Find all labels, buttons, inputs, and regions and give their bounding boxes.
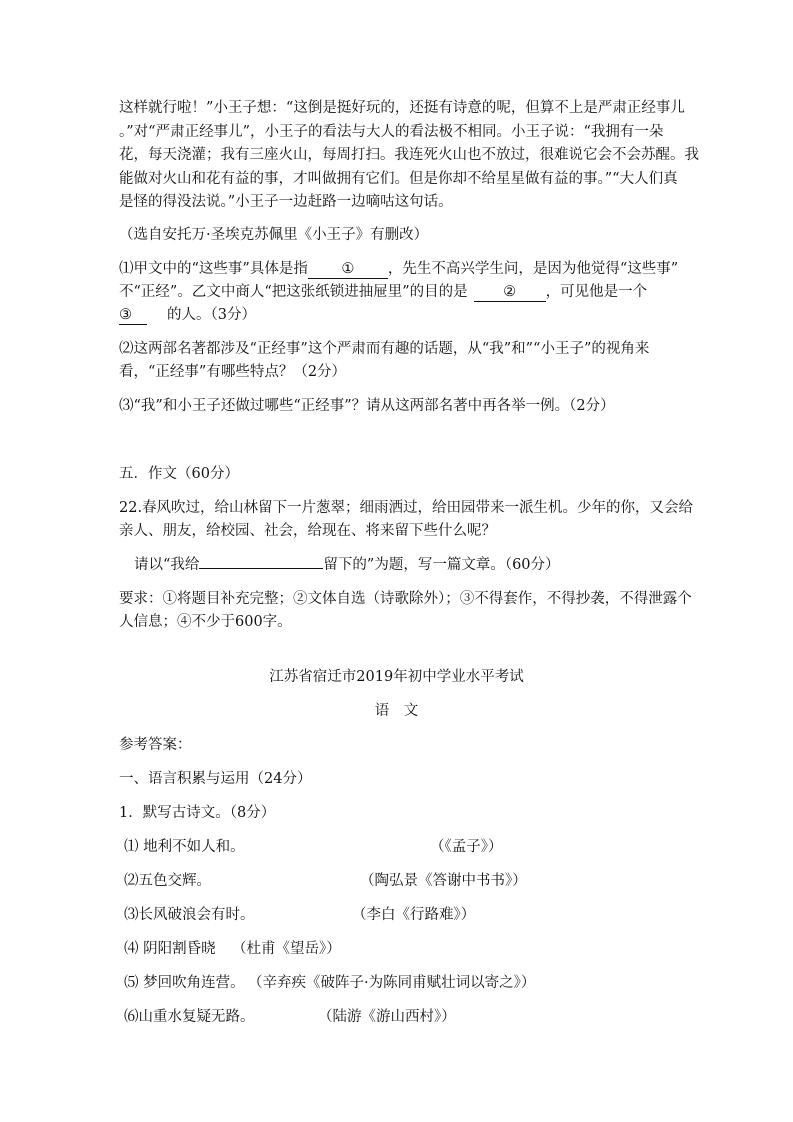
question-1-line-1 <box>119 257 679 281</box>
q1-text-e: 的人。（3分） <box>167 307 256 323</box>
question-1-line-3 <box>119 303 679 327</box>
question-1-line-2 <box>119 280 679 304</box>
composition-heading: 五．作文（60分） <box>119 466 239 482</box>
passage-line-1: 这样就行啦！”小王子想：“这倒是挺好玩的，还挺有诗意的呢，但算不上是严肃正经事儿 <box>119 100 685 116</box>
q1-text-c: 不“正经”。乙文中商人“把这张纸锁进抽屉里”的目的是 <box>119 284 468 300</box>
composition-prompt-line-1: 22.春风吹过，给山林留下一片葱翠；细雨洒过，给田园带来一派生机。少年的你，又会给 <box>119 500 694 516</box>
answer-4-source: （杜甫《望岳》） <box>232 941 341 957</box>
answer-6-text: ⑹山重水复疑无路。 <box>124 1009 255 1025</box>
composition-requirements-line-2: 人信息；④不少于600字。 <box>119 614 292 630</box>
q1-text-b: ，先生不高兴学生问，是因为他觉得“这些事” <box>387 261 679 277</box>
composition-requirements-line-1: 要求：①将题目补充完整；②文体自选（诗歌除外）；③不得套作，不得抄袭，不得泄露个 <box>119 591 692 607</box>
answer-4-text: ⑷ 阴阳割昏晓 <box>124 941 216 957</box>
part-1-heading: 一、语言积累与运用（24分） <box>119 771 312 787</box>
question-2-line-2: 看，“正经事”有哪些特点？（2分） <box>119 364 347 380</box>
answer-1-text: ⑴ 地利不如人和。 <box>124 839 245 855</box>
answer-2-text: ⑵五色交辉。 <box>124 873 211 889</box>
q1-blank-1: ① <box>308 260 388 279</box>
exam-title: 江苏省宿迁市2019年初中学业水平考试 <box>269 669 524 685</box>
answer-6-source: （陆游《游山西村》） <box>318 1009 456 1025</box>
answer-3-text: ⑶长风破浪会有时。 <box>124 907 255 923</box>
answer-3-source: （李白《行路难》） <box>352 907 476 923</box>
question-3: ⑶“我”和小王子还做过哪些“正经事”？请从这两部名著中再各举一例。（2分） <box>119 398 615 414</box>
title-blank <box>199 568 323 569</box>
title-text-a: 请以“我给 <box>134 557 200 573</box>
answer-1-source: （《孟子》） <box>430 839 503 855</box>
q1-blank-3: ③ <box>119 306 147 325</box>
answer-2-source: （陶弘景《答谢中书书》） <box>360 873 527 889</box>
answer-5-source: （辛弃疾《破阵子·为陈同甫赋壮词以寄之》） <box>248 975 536 991</box>
composition-title-line <box>134 553 694 577</box>
title-text-b: 留下的”为题，写一篇文章。（60分） <box>323 557 560 573</box>
q1-text-d: ，可见他是一个 <box>545 284 648 300</box>
question-2-line-1: ⑵这两部名著都涉及“正经事”这个严肃而有趣的话题，从“我”和”“小王子”的视角来 <box>119 341 650 357</box>
passage-line-5: 是怪的得没法说。”小王子一边赶路一边嘀咕这句话。 <box>119 194 453 210</box>
composition-prompt-line-2: 亲人、朋友，给校园、社会，给现在、将来留下些什么呢？ <box>119 523 496 539</box>
subject-title: 语 文 <box>374 703 419 719</box>
passage-line-4: 能做对火山和花有益的事，才叫做拥有它们。但是你却不给星星做有益的事。”“大人们真 <box>119 171 678 187</box>
q1-text-a: ⑴甲文中的“这些事”具体是指 <box>119 261 308 277</box>
item-1-heading: 1．默写古诗文。（8分） <box>119 805 276 821</box>
q1-blank-2: ② <box>474 283 546 302</box>
reference-answer-label: 参考答案： <box>119 737 192 753</box>
passage-source: （选自安托万·圣埃克苏佩里《小王子》有删改） <box>119 227 429 243</box>
answer-5-text: ⑸ 梦回吹角连营。 <box>124 975 245 991</box>
passage-line-3: 花，每天浇灌；我有三座火山，每周打扫。我连死火山也不放过，很难说它会不会苏醒。我 <box>119 147 699 163</box>
passage-line-2: 。”对“严肃正经事儿”，小王子的看法与大人的看法极不相同。小王子说：“我拥有一朵 <box>119 124 664 140</box>
